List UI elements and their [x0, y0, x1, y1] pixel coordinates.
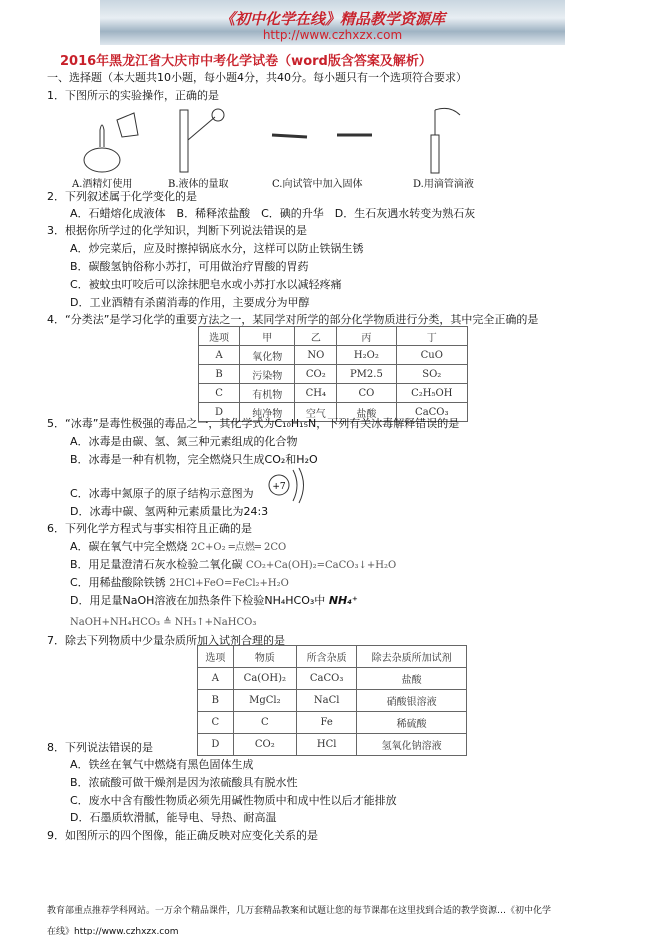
cell: 稀硫酸 [357, 712, 467, 734]
cell: A [199, 346, 240, 365]
q6-option-a [70, 540, 286, 555]
q1-stem: 1．下图所示的实验操作，正确的是 [47, 89, 219, 102]
cell: 物质 [233, 646, 296, 668]
q2-options: A．石蜡熔化成液体 B．稀释浓盐酸 C．碘的升华 D．生石灰遇水转变为熟石灰 [70, 207, 476, 220]
cell: HCl [296, 734, 356, 756]
q5-stem: 5．“冰毒”是毒性极强的毒品之一，其化学式为C₁₀H₁₅N，下列有关冰毒解释错误的是 [47, 417, 460, 430]
fig-label-b: B.液体的量取 [168, 179, 229, 190]
q5-option-d: D．冰毒中碳、氢两种元素质量比为24:3 [70, 505, 269, 518]
dropper-figure [415, 105, 480, 175]
cell: 选项 [199, 327, 240, 346]
ammonium-ion: NH₄⁺ [328, 594, 358, 607]
cell: CuO [396, 346, 467, 365]
q4-table [198, 326, 468, 422]
table-row [198, 690, 467, 712]
q7-table [197, 645, 467, 756]
q8-option-d: D．石墨质软滑腻，能导电、导热、耐高温 [70, 811, 277, 824]
cell: A [198, 668, 234, 690]
cell: 丙 [337, 327, 396, 346]
cell: 盐酸 [357, 668, 467, 690]
q6-option-d [70, 594, 358, 608]
q6-option-c [70, 576, 289, 591]
equation: CO₂+Ca(OH)₂=CaCO₃↓+H₂O [246, 560, 397, 571]
footer-line1: 教育部重点推荐学科网站。一万余个精品课件，几万套精品教案和试题让您的每节课都在这里找到合适的教学资源…《初中化学 [47, 906, 552, 916]
option-text: D．用足量NaOH溶液在加热条件下检验NH₄HCO₃中 [70, 594, 326, 607]
cell: B [199, 365, 240, 384]
cell: SO₂ [396, 365, 467, 384]
cell: C [198, 712, 234, 734]
graduated-cylinder-figure [170, 105, 230, 175]
page-title: 2016年黑龙江省大庆市中考化学试卷（word版含答案及解析） [60, 54, 432, 69]
q8-option-b: B．浓硫酸可做干燥剂是因为浓硫酸具有脱水性 [70, 776, 298, 789]
cell: 乙 [295, 327, 337, 346]
cell: 甲 [240, 327, 295, 346]
option-text: C．用稀盐酸除铁锈 [70, 576, 166, 589]
q3-stem: 3．根据你所学过的化学知识，判断下列说法错误的是 [47, 224, 307, 237]
q6-equation-d: NaOH+NH₄HCO₃ ≜ NH₃↑+NaHCO₃ [70, 617, 257, 628]
cell: C [199, 384, 240, 403]
footer-line2[interactable]: 在线》http://www.czhxzx.com [47, 927, 179, 935]
cell: NO [295, 346, 337, 365]
cell: 丁 [396, 327, 467, 346]
cell: CH₄ [295, 384, 337, 403]
table-row [198, 734, 467, 756]
cell: 盐酸 [337, 403, 396, 422]
banner-title: 《初中化学在线》精品教学资源库 [219, 10, 445, 28]
cell: Fe [296, 712, 356, 734]
nucleus-charge: +7 [272, 482, 286, 492]
section-heading: 一、选择题（本大题共10小题，每小题4分，共40分。每小题只有一个选项符合要求） [47, 71, 467, 84]
table-row [198, 668, 467, 690]
cell: H₂O₂ [337, 346, 396, 365]
cell: D [199, 403, 240, 422]
cell: 选项 [198, 646, 234, 668]
table-row [199, 346, 468, 365]
q9-stem: 9．如图所示的四个图像，能正确反映对应变化关系的是 [47, 829, 318, 842]
q4-stem: 4．“分类法”是学习化学的重要方法之一，某同学对所学的部分化学物质进行分类，其中完全正确的是 [47, 313, 539, 326]
q8-option-c: C．废水中含有酸性物质必须先用碱性物质中和成中性以后才能排放 [70, 794, 397, 807]
q3-option-a: A．炒完菜后，应及时擦掉锅底水分，这样可以防止铁锅生锈 [70, 242, 364, 255]
q2-stem: 2．下列叙述属于化学变化的是 [47, 190, 197, 203]
cell: D [198, 734, 234, 756]
cell: CaCO₃ [296, 668, 356, 690]
option-text: B．用足量澄清石灰水检验二氧化碳 [70, 558, 243, 571]
fig-label-c: C.向试管中加入固体 [272, 179, 363, 190]
cell: 纯净物 [240, 403, 295, 422]
cell: CaCO₃ [396, 403, 467, 422]
q3-option-c: C．被蚊虫叮咬后可以涂抹肥皂水或小苏打水以减轻疼痛 [70, 278, 342, 291]
test-tube-solid-figure [262, 105, 382, 175]
equation: 2HCl+FeO=FeCl₂+H₂O [169, 578, 289, 589]
option-text: A．碳在氧气中完全燃烧 [70, 540, 188, 553]
cell: 有机物 [240, 384, 295, 403]
cell: 空气 [295, 403, 337, 422]
q6-stem: 6．下列化学方程式与事实相符且正确的是 [47, 522, 252, 535]
table-row [199, 384, 468, 403]
cell: 氢氧化钠溶液 [357, 734, 467, 756]
atom-structure-diagram [265, 465, 310, 505]
cell: C [233, 712, 296, 734]
banner-url[interactable]: http://www.czhxzx.com [262, 28, 403, 42]
equation: 2C+O₂ ═点燃═ 2CO [191, 542, 287, 553]
q3-option-d: D．工业酒精有杀菌消毒的作用，主要成分为甲醇 [70, 296, 310, 309]
cell: 氧化物 [240, 346, 295, 365]
q8-option-a: A．铁丝在氧气中燃烧有黑色固体生成 [70, 758, 254, 771]
cell: 污染物 [240, 365, 295, 384]
fig-label-d: D.用滴管滴液 [413, 179, 474, 190]
cell: 硝酸银溶液 [357, 690, 467, 712]
q7-stem: 7．除去下列物质中少量杂质所加入试剂合理的是 [47, 634, 285, 647]
cell: CO [337, 384, 396, 403]
q5-option-a: A．冰毒是由碳、氢、氮三种元素组成的化合物 [70, 435, 298, 448]
cell: MgCl₂ [233, 690, 296, 712]
fig-label-a: A.酒精灯使用 [72, 179, 133, 190]
q5-option-b: B．冰毒是一种有机物，完全燃烧只生成CO₂和H₂O [70, 453, 318, 466]
cell: C₂H₅OH [396, 384, 467, 403]
table-row [199, 327, 468, 346]
cell: PM2.5 [337, 365, 396, 384]
banner [100, 0, 565, 45]
q3-option-b: B．碳酸氢钠俗称小苏打，可用做治疗胃酸的胃药 [70, 260, 309, 273]
cell: CO₂ [233, 734, 296, 756]
q5-option-c: C．冰毒中氮原子的原子结构示意图为 [70, 487, 254, 500]
cell: NaCl [296, 690, 356, 712]
table-row [199, 365, 468, 384]
cell: 除去杂质所加试剂 [357, 646, 467, 668]
cell: Ca(OH)₂ [233, 668, 296, 690]
q6-option-b [70, 558, 396, 573]
q8-stem: 8．下列说法错误的是 [47, 741, 153, 754]
cell: B [198, 690, 234, 712]
alcohol-lamp-figure [72, 105, 142, 175]
table-row [198, 712, 467, 734]
cell: 所含杂质 [296, 646, 356, 668]
table-row [198, 646, 467, 668]
cell: CO₂ [295, 365, 337, 384]
